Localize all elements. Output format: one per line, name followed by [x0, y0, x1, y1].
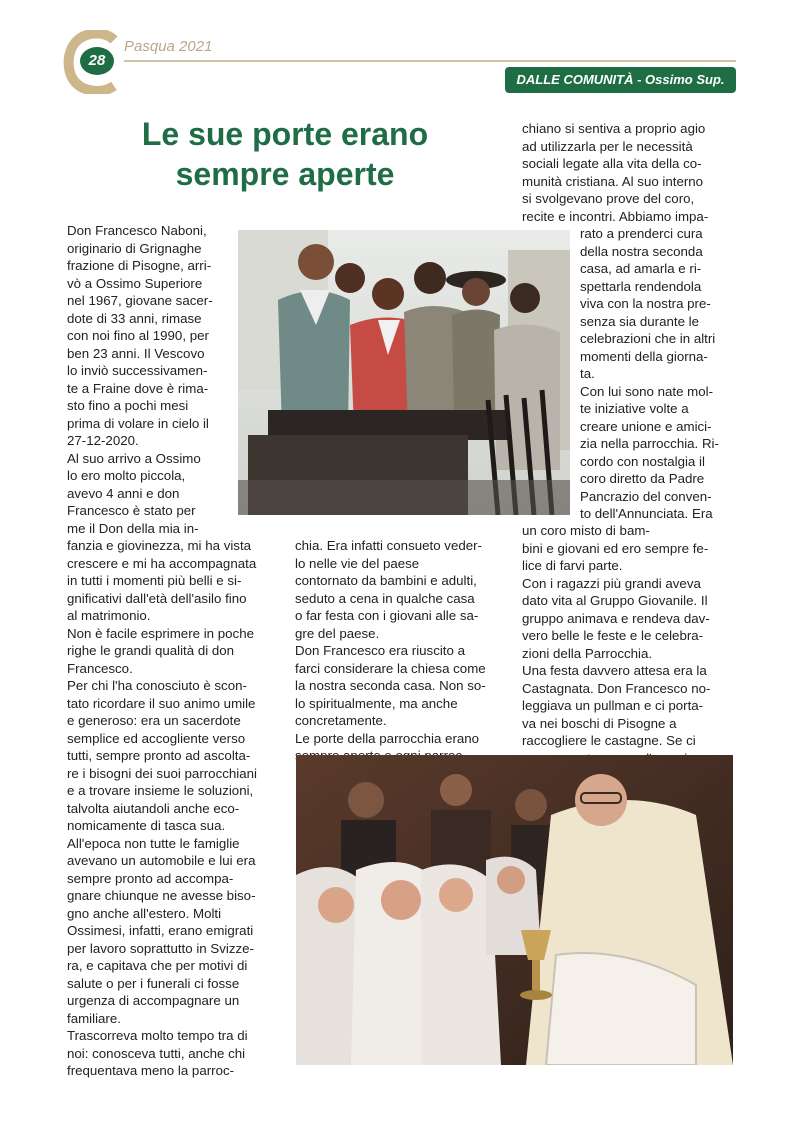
- text-line: zia nella parrocchia. Ri-: [580, 436, 719, 451]
- text-line: nomicamente di tasca sua.: [67, 818, 226, 833]
- text-line: concretamente.: [295, 713, 387, 728]
- text-line: sempre pronto ad accompa-: [67, 870, 234, 886]
- text-line: seduto a cena in qualche casa: [295, 590, 475, 606]
- text-line: zioni della Parrocchia.: [522, 645, 653, 661]
- column-right: [522, 522, 732, 767]
- text-line: e a trovare insieme le soluzioni,: [67, 783, 254, 798]
- text-line: lice di farvi parte.: [522, 558, 623, 573]
- article-title: [110, 114, 460, 194]
- text-line: righe le grandi qualità di don: [67, 643, 235, 658]
- text-line: Don Francesco era riuscito a: [295, 643, 465, 658]
- title-line-1: Le sue porte erano: [141, 116, 429, 152]
- text-line: Per chi l'ha conosciuto è scon-: [67, 678, 247, 693]
- text-line: lo ero molto piccola,: [67, 468, 186, 483]
- text-line: vò a Ossimo Superiore: [67, 275, 203, 291]
- text-line: momenti della giorna-: [580, 348, 708, 364]
- text-line: munità cristiana. Al suo interno: [522, 173, 704, 189]
- text-line: ra, e capitava che per motivi di: [67, 958, 248, 973]
- text-line: gnificativi dall'età dell'asilo fino: [67, 590, 247, 606]
- text-line: Francesco.: [67, 660, 133, 676]
- column-left-wrap: [67, 222, 252, 537]
- text-line: un coro misto di bam-: [522, 523, 650, 538]
- text-line: lo spiritualmente, ma anche: [295, 695, 458, 711]
- text-line: originario di Grignaghe: [67, 240, 202, 256]
- text-line: leggiava un pullman e ci porta-: [522, 698, 704, 713]
- text-line: spettarla rendendola: [580, 278, 702, 294]
- text-line: contornato da bambini e adulti,: [295, 573, 477, 588]
- text-line: ben 23 anni. Il Vescovo: [67, 345, 205, 361]
- text-line: noi: conosceva tutti, anche chi: [67, 1045, 246, 1061]
- text-line: per lavoro soprattutto in Svizze-: [67, 940, 254, 956]
- text-line: avevo 4 anni e don: [67, 485, 180, 501]
- text-line: raccogliere le castagne. Se ci: [522, 733, 696, 748]
- text-line: nel 1967, giovane sacer-: [67, 293, 213, 308]
- text-line: talvolta aiutandoli anche eco-: [67, 800, 240, 816]
- text-line: Don Francesco Naboni,: [67, 223, 207, 238]
- text-line: tutti, sempre pronto ad ascolta-: [67, 748, 251, 763]
- text-line: al matrimonio.: [67, 608, 151, 623]
- text-line: sto fino a pochi mesi: [67, 398, 189, 413]
- text-line: lo inviò successivamen-: [67, 363, 208, 378]
- page-number: 28: [80, 47, 114, 75]
- text-line: chiano si sentiva a proprio agio: [522, 121, 706, 136]
- text-line: senza sia durante le: [580, 313, 700, 329]
- text-line: me il Don della mia in-: [67, 520, 199, 536]
- text-line: to dell'Annunciata. Era: [580, 506, 713, 521]
- text-line: vero belle le feste e le celebra-: [522, 628, 704, 643]
- text-line: cordo con nostalgia il: [580, 453, 705, 469]
- text-line: Castagnata. Don Francesco no-: [522, 680, 711, 696]
- text-line: con noi fino al 1990, per: [67, 328, 209, 343]
- text-line: familiare.: [67, 1010, 121, 1026]
- text-line: in tutti i momenti più belli e si-: [67, 573, 242, 588]
- text-line: Le porte della parrocchia erano: [295, 730, 480, 746]
- text-line: semplice ed accogliente verso: [67, 730, 246, 746]
- text-line: fanzia e giovinezza, mi ha vista: [67, 538, 252, 553]
- text-line: lo nelle vie del paese: [295, 555, 420, 571]
- text-line: urgenza di accompagnare un: [67, 993, 240, 1008]
- text-line: della nostra seconda: [580, 243, 703, 259]
- text-line: All'epoca non tutte le famiglie: [67, 835, 240, 851]
- text-line: farci considerare la chiesa come: [295, 660, 486, 676]
- text-line: bini e giovani ed ero sempre fe-: [522, 540, 709, 556]
- text-line: Con lui sono nate mol-: [580, 383, 714, 399]
- text-line: rato a prenderci cura: [580, 226, 703, 241]
- text-line: Francesco è stato per: [67, 503, 196, 518]
- text-line: Con i ragazzi più grandi aveva: [522, 575, 701, 591]
- text-line: gruppo animava e rendeva dav-: [522, 610, 710, 626]
- text-line: dote di 33 anni, rimase: [67, 310, 202, 326]
- header-rule: [124, 60, 736, 62]
- text-line: Una festa davvero attesa era la: [522, 663, 707, 678]
- text-line: dato vita al Gruppo Giovanile. Il: [522, 593, 708, 608]
- text-line: sociali legate alla vita della co-: [522, 156, 702, 171]
- text-line: re i bisogni dei suoi parrocchiani: [67, 765, 257, 781]
- text-line: salute o per i funerali ci fosse: [67, 975, 240, 991]
- photo-youth-group: [238, 230, 570, 515]
- text-line: te iniziative volte a: [580, 401, 689, 416]
- text-line: chia. Era infatti consueto veder-: [295, 538, 482, 553]
- text-line: avevano un automobile e lui era: [67, 853, 256, 868]
- text-line: la nostra seconda casa. Non so-: [295, 678, 486, 693]
- text-line: va nei boschi di Pisogne a: [522, 715, 677, 731]
- title-line-2: sempre aperte: [175, 156, 395, 192]
- text-line: casa, ad amarla e ri-: [580, 261, 702, 276]
- text-line: gnare chiunque ne avesse biso-: [67, 888, 256, 903]
- text-line: frazione di Pisogne, arri-: [67, 258, 212, 273]
- column-right-top: [522, 120, 732, 225]
- text-line: tato ricordare il suo animo umile: [67, 695, 256, 711]
- text-line: Non è facile esprimere in poche: [67, 625, 254, 641]
- text-line: celebrazioni che in altri: [580, 331, 716, 346]
- text-line: creare unione e amici-: [580, 418, 712, 434]
- text-line: ad utilizzarla per le necessità: [522, 138, 693, 154]
- issue-label: Pasqua 2021: [124, 38, 213, 55]
- text-line: te a Fraine dove è rima-: [67, 380, 209, 396]
- column-right-wrap: [580, 225, 732, 523]
- text-line: o far festa con i giovani alle sa-: [295, 608, 479, 623]
- text-line: coro diretto da Padre: [580, 471, 705, 486]
- text-line: e generoso: era un sacerdote: [67, 713, 241, 728]
- text-line: gno anche all'estero. Molti: [67, 905, 222, 921]
- column-left: [67, 537, 280, 1080]
- text-line: si svolgevano prove del coro,: [522, 191, 695, 206]
- text-line: Trascorreva molto tempo tra di: [67, 1028, 248, 1043]
- text-line: frequentava meno la parroc-: [67, 1063, 235, 1078]
- text-line: Al suo arrivo a Ossimo: [67, 450, 201, 466]
- text-line: crescere e mi ha accompagnata: [67, 555, 257, 571]
- text-line: Ossimesi, infatti, erano emigrati: [67, 923, 254, 938]
- text-line: 27-12-2020.: [67, 433, 139, 448]
- text-line: Pancrazio del conven-: [580, 488, 712, 504]
- text-line: gre del paese.: [295, 625, 380, 641]
- text-line: prima di volare in cielo il: [67, 415, 209, 431]
- text-line: ta.: [580, 366, 595, 381]
- text-line: recite e incontri. Abbiamo impa-: [522, 208, 709, 224]
- text-line: viva con la nostra pre-: [580, 296, 711, 311]
- photo-first-communion: [296, 755, 733, 1065]
- column-middle: [295, 537, 505, 765]
- section-badge: DALLE COMUNITÀ - Ossimo Sup.: [505, 67, 736, 93]
